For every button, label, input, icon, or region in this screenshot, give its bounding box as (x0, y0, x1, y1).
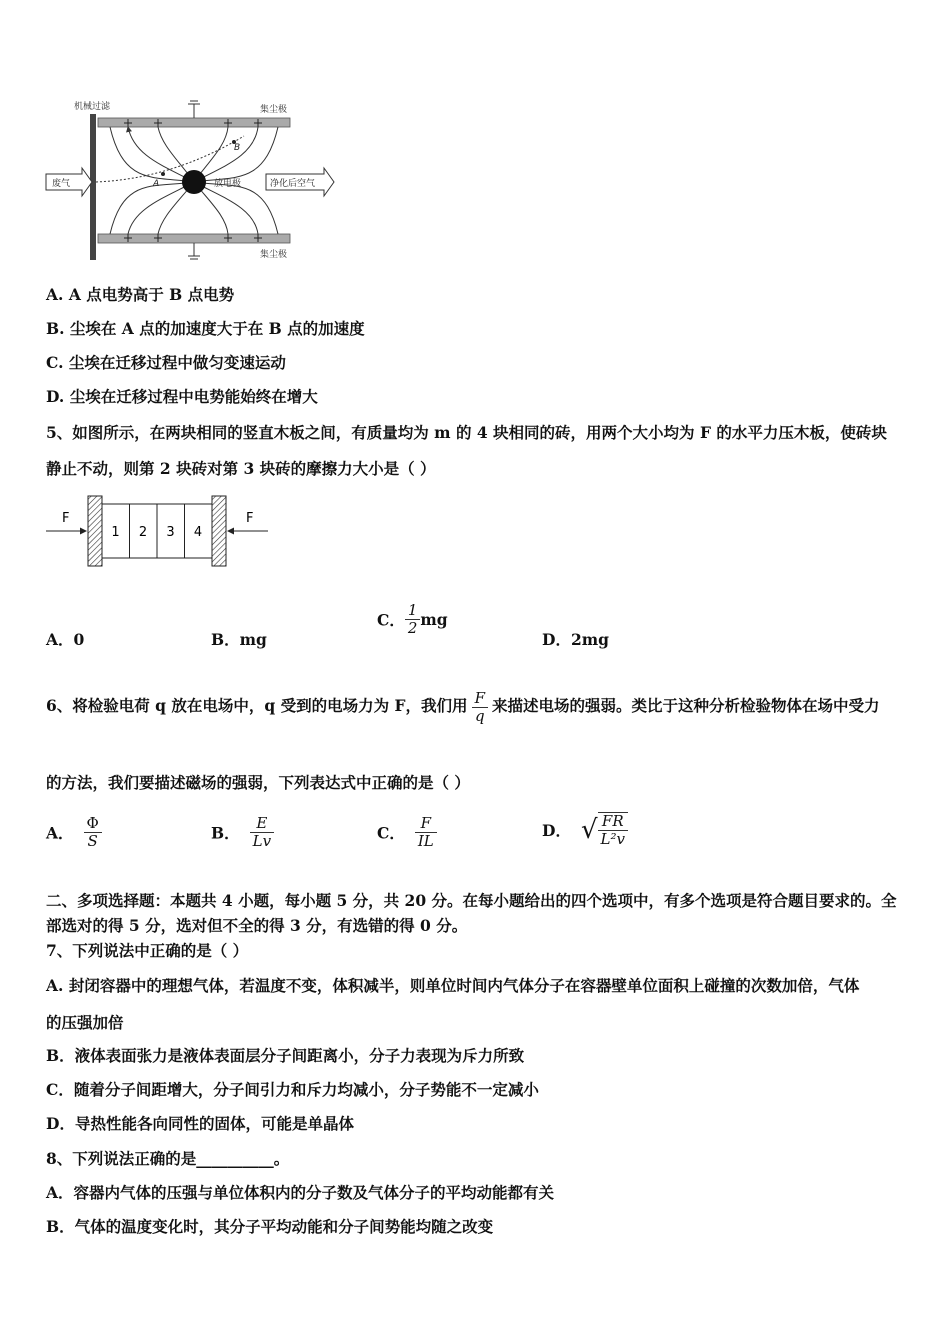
top-collector-label: 集尘极 (260, 105, 288, 115)
q5-option-d[interactable]: D．2mg (542, 630, 609, 649)
q5-option-c[interactable] (377, 602, 448, 637)
discharge-label: 放电极 (214, 179, 242, 189)
f-over-il (415, 815, 437, 850)
phi-over-s (84, 815, 102, 850)
frac-den: Lv (250, 832, 274, 850)
q8-option-a[interactable]: A．容器内气体的压强与单位体积内的分子数及气体分子的平均动能都有关 (46, 1183, 555, 1202)
option-unit: mg (420, 610, 448, 629)
q5-option-a[interactable]: A．0 (46, 630, 85, 649)
q6-option-a[interactable] (46, 815, 102, 850)
frac-den: q (472, 707, 488, 725)
sqrt-icon: √ (580, 815, 598, 845)
frac-den: 2 (405, 619, 421, 637)
force-left-label: F (62, 511, 70, 526)
option-letter: D. (46, 387, 65, 406)
bottom-collector-label: 集尘极 (260, 250, 288, 260)
q4-option-d[interactable] (46, 387, 318, 407)
section2-line1: 二、多项选择题：本题共 4 小题，每小题 5 分，共 20 分。在每小题给出的四个选项中，有多个选项是符合题目要求的。全 (46, 891, 897, 910)
frac-den: L²v (598, 830, 628, 848)
option-letter: A. (46, 285, 64, 304)
q6-stem-line1 (46, 688, 880, 725)
q4-option-c[interactable] (46, 353, 286, 373)
q6-part2: 来描述电场的强弱。类比于这种分析检验物体在场中受力 (491, 696, 880, 715)
brick-3-label: 3 (166, 525, 175, 540)
option-text: 尘埃在迁移过程中做匀变速运动 (68, 353, 286, 372)
option-letter: C． (377, 610, 405, 630)
q7-option-b[interactable]: B．液体表面张力是液体表面层分子间距离小，分子力表现为斥力所致 (46, 1046, 525, 1065)
bricks-figure (44, 492, 274, 572)
q6-option-c[interactable] (377, 815, 437, 850)
q4-option-b[interactable] (46, 319, 365, 339)
force-right-label: F (246, 511, 254, 526)
q6-stem-line2: 的方法，我们要描述磁场的强弱，下列表达式中正确的是（ ） (46, 773, 470, 792)
waste-gas-label: 废气 (52, 179, 71, 189)
f-over-q-fraction (472, 690, 488, 725)
fr-over-l2v (598, 812, 628, 848)
frac-den: IL (415, 832, 437, 850)
filter-label: 机械过滤 (74, 102, 111, 112)
frac-num: F (420, 814, 431, 832)
e-over-lv (250, 815, 274, 850)
q7-option-a-line1[interactable]: A. 封闭容器中的理想气体，若温度不变，体积减半，则单位时间内气体分子在容器壁单位面积上碰撞的次数加倍，气体 (46, 976, 860, 995)
q5-stem-line1: 5、如图所示，在两块相同的竖直木板之间，有质量均为 m 的 4 块相同的砖，用两个大小均为 F 的水平力压木板，使砖块 (46, 423, 887, 442)
precipitator-figure (44, 96, 344, 266)
frac-num: FR (601, 812, 624, 830)
brick-2-label: 2 (138, 525, 148, 540)
brick-1-label: 1 (111, 525, 120, 540)
q5-stem-line2: 静止不动，则第 2 块砖对第 3 块砖的摩擦力大小是（ ） (46, 459, 436, 478)
frac-num: 1 (407, 601, 418, 619)
clean-air-label: 净化后空气 (270, 179, 316, 189)
option-text: 尘埃在 A 点的加速度大于在 B 点的加速度 (69, 319, 365, 338)
q7-stem: 7、下列说法中正确的是（ ） (46, 941, 249, 960)
q7-option-c[interactable]: C．随着分子间距增大，分子间引力和斥力均减小，分子势能不一定减小 (46, 1080, 539, 1099)
section2-line2: 部选对的得 5 分，选对但不全的得 3 分，有选错的得 0 分。 (46, 916, 468, 935)
q4-option-a[interactable] (46, 285, 234, 305)
q6-option-b[interactable] (211, 815, 274, 850)
frac-den: S (84, 832, 102, 850)
point-b-label: B (234, 143, 241, 153)
brick-4-label: 4 (193, 525, 203, 540)
option-letter: C． (377, 823, 405, 843)
option-letter: D． (542, 821, 571, 840)
frac-num: E (256, 814, 268, 832)
half-fraction (405, 602, 421, 637)
option-letter: A． (46, 823, 74, 843)
q5-option-b[interactable]: B．mg (211, 630, 267, 649)
option-text: A 点电势高于 B 点电势 (68, 285, 235, 304)
point-a-label: A (153, 179, 160, 189)
option-letter: C. (46, 353, 64, 372)
q8-stem: 8、下列说法正确的是__________。 (46, 1149, 290, 1168)
q8-option-b[interactable]: B．气体的温度变化时，其分子平均动能和分子间势能均随之改变 (46, 1217, 494, 1236)
frac-num: Φ (86, 814, 99, 832)
q6-option-d[interactable] (542, 812, 628, 848)
q7-option-d[interactable]: D．导热性能各向同性的固体，可能是单晶体 (46, 1114, 354, 1133)
frac-num: F (474, 688, 485, 707)
option-letter: B． (211, 823, 240, 843)
q7-option-a-line2[interactable]: 的压强加倍 (46, 1013, 124, 1032)
q6-part1: 6、将检验电荷 q 放在电场中，q 受到的电场力为 F，我们用 (46, 696, 468, 715)
option-letter: B. (46, 319, 65, 338)
option-text: 尘埃在迁移过程中电势能始终在增大 (69, 387, 318, 406)
